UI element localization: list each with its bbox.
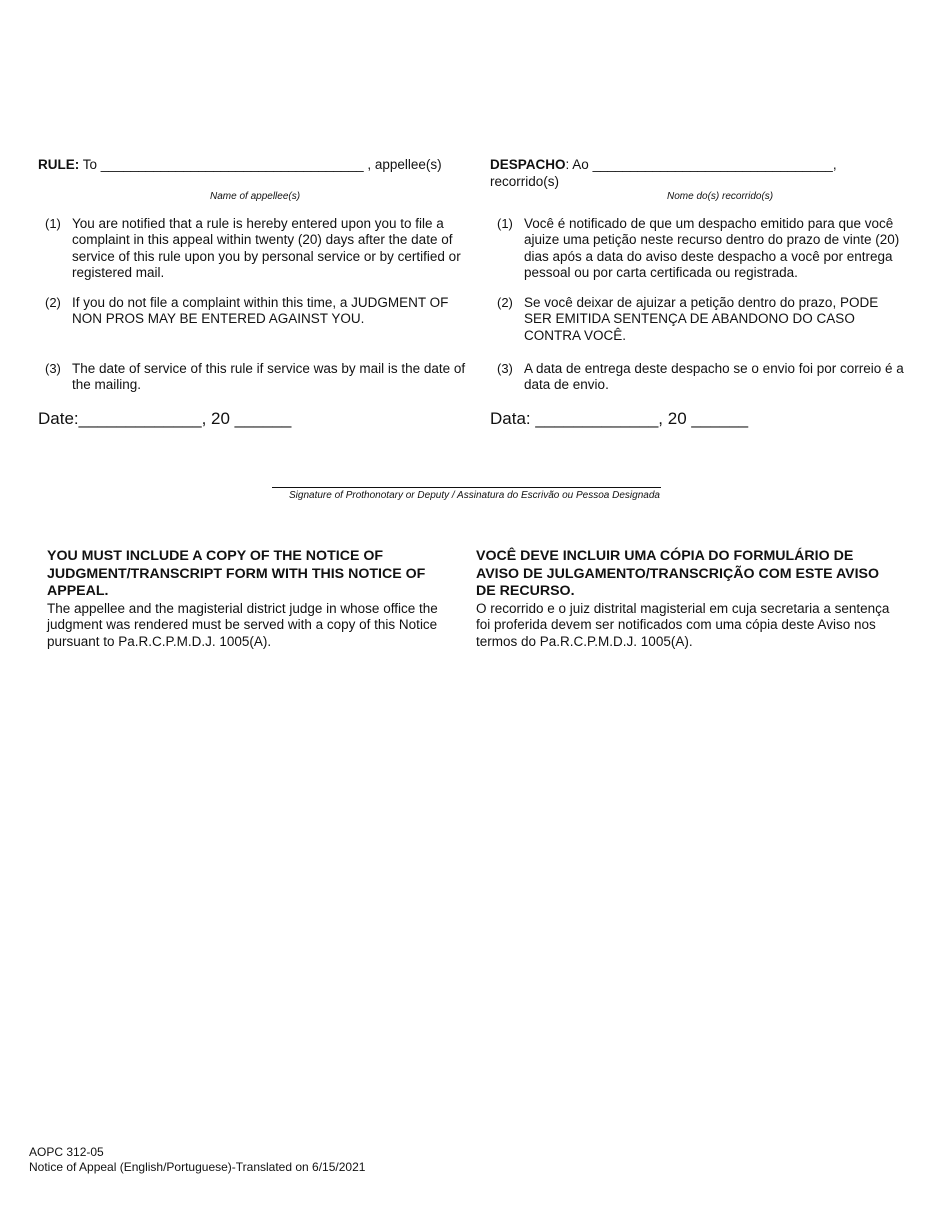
despacho-line2: recorrido(s) [490, 174, 560, 189]
notice-portuguese-heading: VOCÊ DEVE INCLUIR UMA CÓPIA DO FORMULÁRIO DE AVISO DE JULGAMENTO/TRANSCRIÇÃO COM ESTE AVISO DE RECURSO. [476, 548, 880, 599]
rule-date-blank[interactable]: _____________ [78, 409, 202, 428]
despacho-date-year-blank[interactable]: ______ [691, 409, 749, 428]
despacho-to: : Ao [565, 157, 589, 172]
rule-item-text: If you do not file a complaint within this time, a JUDGMENT OF NON PROS MAY BE ENTERED AGAINST YOU. [72, 295, 449, 327]
despacho-item-number: (3) [497, 361, 513, 376]
rule-line [38, 157, 478, 174]
appellee-name-caption: Name of appellee(s) [210, 191, 301, 202]
appellee-name-blank[interactable]: ___________________________________ [100, 157, 364, 172]
despacho-item-number: (1) [497, 216, 513, 231]
rule-item-number: (2) [45, 295, 61, 310]
rule-label: RULE: [38, 157, 80, 172]
signature-caption: Signature of Prothonotary or Deputy / Assinatura do Escrivão ou Pessoa Designada [289, 490, 660, 501]
despacho-item-text: Você é notificado de que um despacho emitido para que você ajuize uma petição neste recurso dentro do prazo de vinte (20) dias após a data do aviso deste despacho a você por entrega pessoal ou por carta certificada ou registrada. [524, 216, 900, 281]
despacho-date-line [490, 409, 748, 429]
footer-description: Notice of Appeal (English/Portuguese)-Translated on 6/15/2021 [29, 1160, 366, 1174]
notice-english-body: The appellee and the magisterial district judge in whose office the judgment was rendered must be served with a copy of this Notice pursuant to Pa.R.C.P.M.D.J. 1005(A). [47, 600, 438, 649]
rule-date-year-blank[interactable]: ______ [234, 409, 292, 428]
despacho-item-number: (2) [497, 295, 513, 310]
despacho-item-text: Se você deixar de ajuizar a petição dentro do prazo, PODE SER EMITIDA SENTENÇA DE ABANDONO DO CASO CONTRA VOCÊ. [524, 295, 879, 343]
rule-date-year: , 20 [201, 409, 230, 428]
signature-line[interactable] [272, 487, 661, 488]
notice-english [47, 548, 457, 650]
rule-item-text: You are notified that a rule is hereby entered upon you to file a complaint in this appeal within twenty (20) days after the date of service of this rule upon you by personal service or by certified or registered mail. [72, 216, 461, 281]
notice-portuguese-body: O recorrido e o juiz distrital magisterial em cuja secretaria a sentença foi proferida devem ser notificados com uma cópia deste Aviso nos termos do Pa.R.C.P.M.D.J. 1005(A). [476, 600, 890, 649]
notice-english-heading: YOU MUST INCLUDE A COPY OF THE NOTICE OF JUDGMENT/TRANSCRIPT FORM WITH THIS NOTICE OF APPEAL. [47, 548, 426, 599]
rule-date-line [38, 409, 291, 429]
rule-suffix: , appellee(s) [367, 157, 442, 172]
despacho-line [490, 157, 930, 174]
despacho-date-label: Data: [490, 409, 531, 428]
rule-to: To [82, 157, 98, 172]
rule-item-text: The date of service of this rule if service was by mail is the date of the mailing. [72, 361, 466, 393]
rule-date-label: Date: [38, 409, 79, 428]
despacho-suffix: , [832, 157, 837, 172]
recorrido-name-blank[interactable]: ________________________________ [592, 157, 833, 172]
recorrido-name-caption: Nome do(s) recorrido(s) [667, 191, 774, 202]
notice-portuguese [476, 548, 896, 650]
despacho-label: DESPACHO [490, 157, 566, 172]
footer-form-id: AOPC 312-05 [29, 1145, 104, 1159]
despacho-date-year: , 20 [658, 409, 687, 428]
despacho-date-blank[interactable]: _____________ [535, 409, 659, 428]
despacho-item-text: A data de entrega deste despacho se o envio foi por correio é a data de envio. [524, 361, 904, 393]
rule-item-number: (3) [45, 361, 61, 376]
rule-item-number: (1) [45, 216, 61, 231]
